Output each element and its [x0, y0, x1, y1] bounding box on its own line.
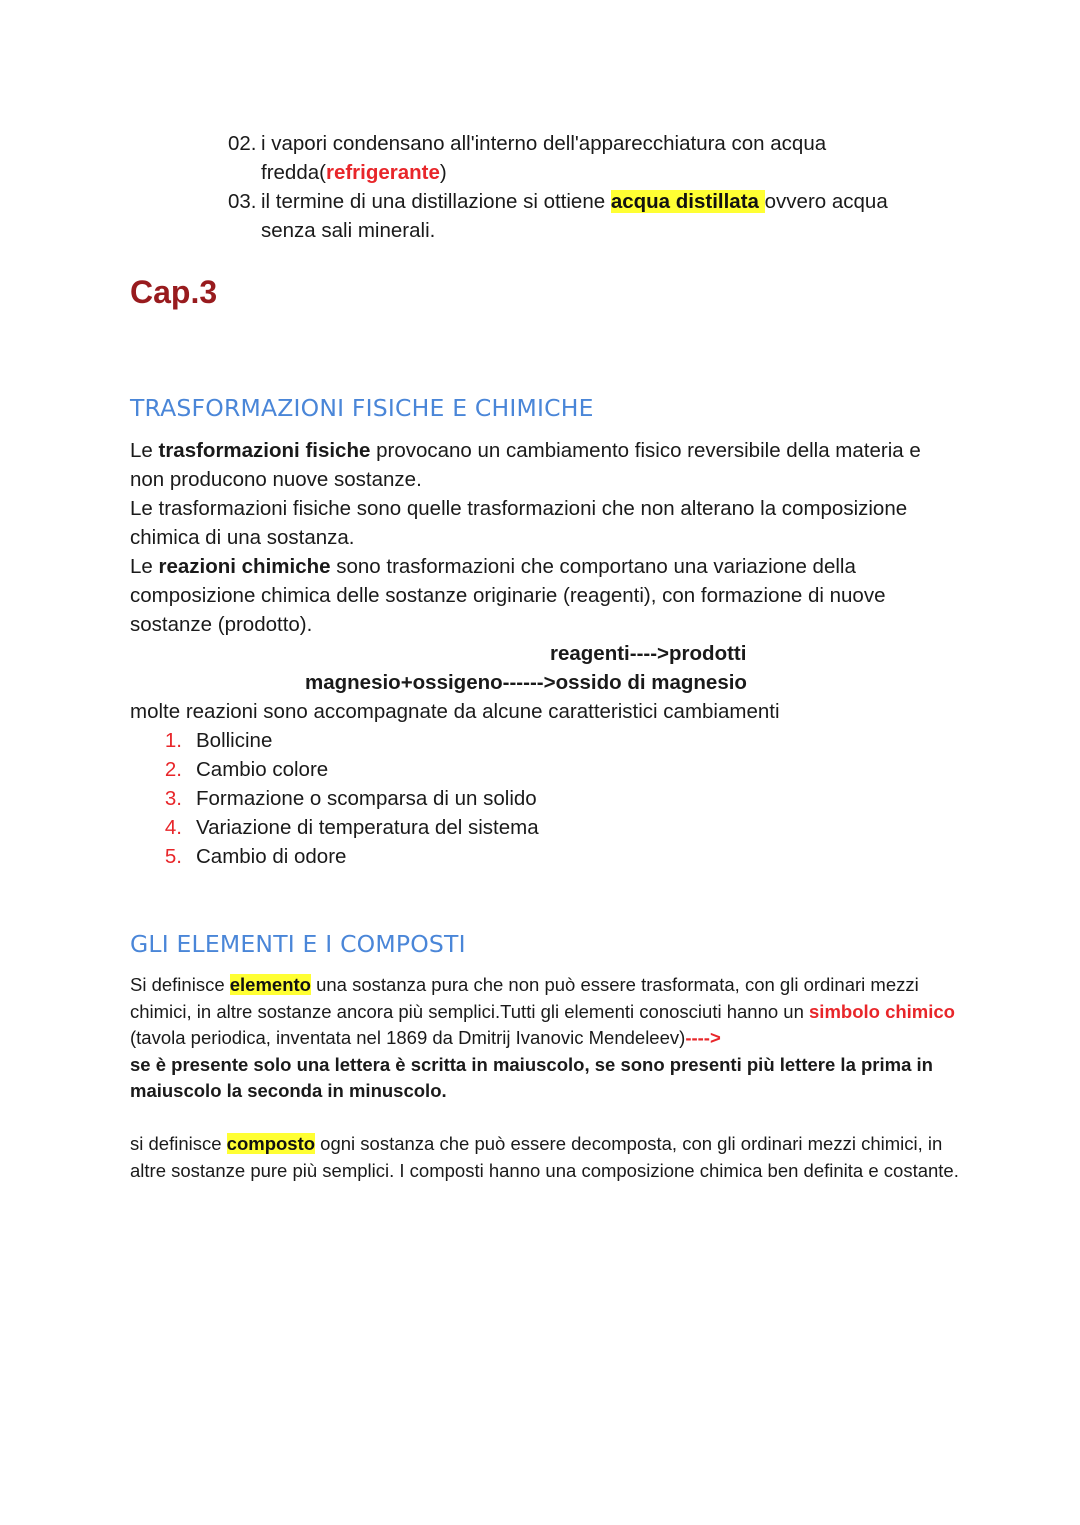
list-number: 3.	[164, 787, 182, 810]
step-number: 03.	[228, 190, 257, 213]
list-number: 2.	[164, 758, 182, 781]
highlight-term: acqua distillata	[610, 190, 765, 213]
equation-example: magnesio+ossigeno------>ossido di magnesio	[305, 671, 747, 694]
list-item	[130, 726, 960, 755]
list-item	[130, 755, 960, 784]
list-number: 5.	[164, 845, 182, 868]
paragraph: Le trasformazioni fisiche sono quelle trasformazioni che non alterano la composizione chimica di una sostanza.	[130, 497, 908, 549]
step-item	[228, 187, 948, 245]
highlight-term: composto	[226, 1133, 316, 1154]
list-item	[130, 842, 960, 871]
bold-term: reazioni chimiche	[158, 555, 331, 578]
arrow: ---->	[685, 1027, 721, 1048]
list-text: Cambio di odore	[196, 845, 347, 868]
paragraph-elemento: Si definisce elemento una sostanza pura che non può essere trasformata, con gli ordinari mezzi chimici, in altre sostanze ancora più semplici.Tutti gli elementi conosciuti hanno un simbolo chimico (tavola periodica, inventata nel 1869 da Dmitrij Ivanovic Mendeleev)----> se è presente solo una lettera è scritta in maiuscolo, se sono presenti più lettere la prima in maiuscolo la seconda in minuscolo.	[130, 974, 955, 1101]
list-intro: molte reazioni sono accompagnate da alcune caratteristici cambiamenti	[130, 700, 780, 723]
list-text: Bollicine	[196, 729, 273, 752]
changes-list	[130, 726, 960, 871]
step-number: 02.	[228, 132, 257, 155]
step-item	[228, 129, 948, 187]
list-item	[130, 784, 960, 813]
highlight-term: elemento	[229, 974, 311, 995]
section-title-trasformazioni: TRASFORMAZIONI FISICHE E CHIMICHE	[130, 394, 594, 422]
list-text: Variazione di temperatura del sistema	[196, 816, 539, 839]
bold-term: trasformazioni fisiche	[158, 439, 371, 462]
list-number: 4.	[164, 816, 182, 839]
section-title-elementi: GLI ELEMENTI E I COMPOSTI	[130, 930, 466, 958]
step-text: il termine di una distillazione si ottiene acqua distillata ovvero acqua senza sali minerali.	[261, 190, 888, 242]
section-body-elementi	[130, 972, 960, 1184]
list-text: Formazione o scomparsa di un solido	[196, 787, 537, 810]
rule-text: se è presente solo una lettera è scritta in maiuscolo, se sono presenti più lettere la prima in maiuscolo la seconda in minuscolo.	[130, 1053, 933, 1101]
red-term: simbolo chimico	[809, 1000, 955, 1022]
refrigerant-term: refrigerante	[325, 161, 440, 184]
list-number: 1.	[164, 729, 182, 752]
paragraph: Le trasformazioni fisiche provocano un cambiamento fisico reversibile della materia e non producono nuove sostanze.	[130, 439, 921, 491]
distillation-steps	[228, 129, 948, 245]
step-text: i vapori condensano all'interno dell'apparecchiatura con acqua fredda(refrigerante)	[261, 132, 827, 184]
list-item	[130, 813, 960, 842]
chapter-heading: Cap.3	[130, 274, 218, 310]
section-body-trasformazioni	[130, 436, 960, 871]
paragraph: Le reazioni chimiche sono trasformazioni che comportano una variazione della composizione chimica delle sostanze originarie (reagenti), con formazione di nuove sostanze (prodotto).	[130, 555, 886, 636]
list-text: Cambio colore	[196, 758, 329, 781]
equation-general: reagenti---->prodotti	[550, 642, 747, 665]
paragraph-composto: si definisce composto ogni sostanza che può essere decomposta, con gli ordinari mezzi chimici, in altre sostanze pure più semplici. I composti hanno una composizione chimica ben definita e costante.	[130, 1133, 959, 1181]
